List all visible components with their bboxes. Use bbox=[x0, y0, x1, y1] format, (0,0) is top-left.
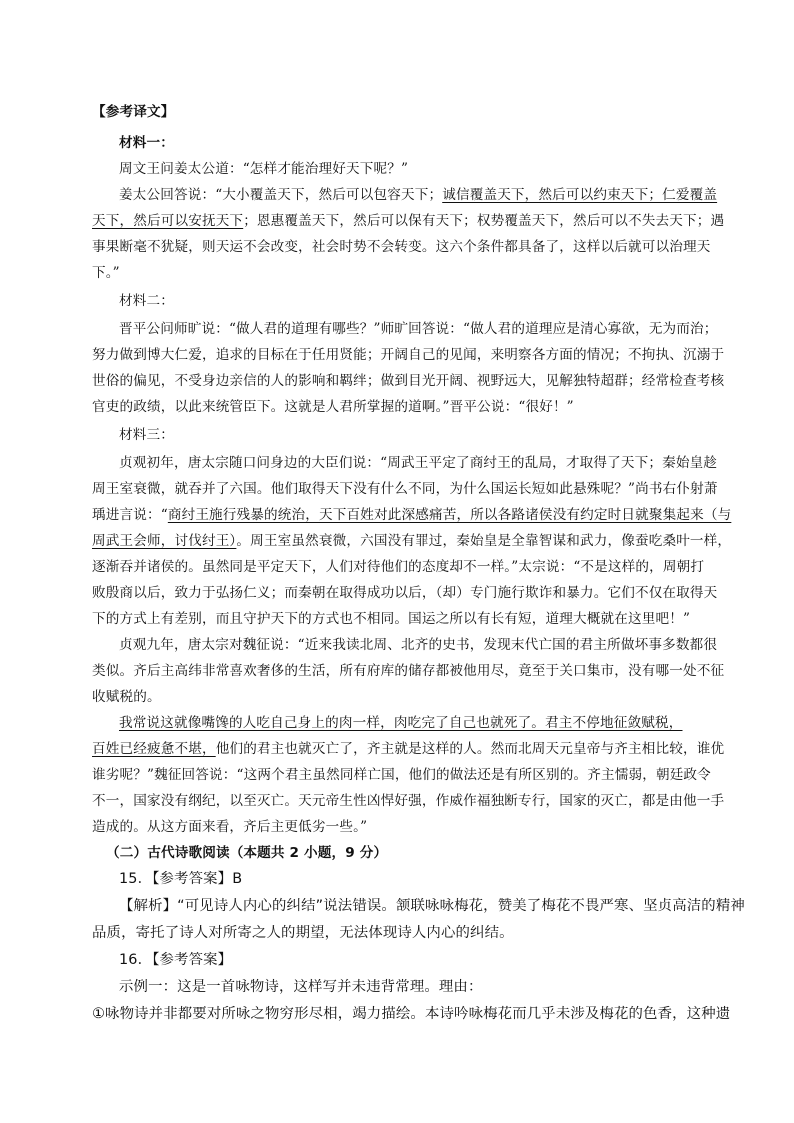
material-3-title: 材料三： bbox=[119, 427, 174, 443]
text-line: 下的方式上有差别，而且守护天下的方式也不相同。国运之所以有长有短，道理大概就在这里吧！” bbox=[92, 611, 691, 627]
text-line: 事果断毫不犹疑，则天运不会改变，社会时势不会转变。这六个条件都具备了，这样以后就可以治理天 bbox=[92, 239, 711, 255]
document-page bbox=[92, 88, 745, 1028]
text-line: 天下，然后可以安抚天下；恩惠覆盖天下，然后可以保有天下；权势覆盖天下，然后可以不失去天下；遇 bbox=[92, 213, 725, 229]
text-line bbox=[92, 710, 718, 736]
q15-analysis: 品质，寄托了诗人对所寄之人的期望，无法体现诗人内心的纠结。 bbox=[92, 925, 514, 941]
text-line: 造成的。从这方面来看，齐后主更低劣一些。” bbox=[92, 819, 368, 835]
underlined-text: 周武王会师，讨伐纣王） bbox=[92, 533, 237, 549]
text-line: 周文王问姜太公道：“怎样才能治理好天下呢？” bbox=[119, 161, 409, 177]
text-line: 逐渐吞并诸侯的。虽然同是平定天下，人们对待他们的态度却不一样。”太宗说：“不是这样的，周朝打 bbox=[92, 559, 705, 575]
heading: 【参考译文】 bbox=[92, 104, 175, 120]
text-line: 类似。齐后主高纬非常喜欢奢侈的生活，所有府库的储存都被他用尽，竟至于关口集市，没有哪一处不征 bbox=[92, 663, 725, 679]
text-line: 收赋税的。 bbox=[92, 689, 161, 705]
material-1-title: 材料一： bbox=[119, 135, 174, 151]
text-line: 努力做到博大仁爱，追求的目标在于任用贤能；开阔自己的见闻，来明察各方面的情况；不拘执、沉溺于 bbox=[92, 347, 725, 363]
text-line: 败殷商以后，致力于弘扬仁义；而秦朝在取得成功以后，（却）专门施行欺诈和暴力。它们不仅在取得天 bbox=[92, 585, 718, 601]
underlined-text: 诚信覆盖天下，然后可以约束天下；仁爱覆盖 bbox=[442, 187, 718, 203]
text-line: 周武王会师，讨伐纣王）。周王室虽然衰微，六国没有罪过，秦始皇是全靠智谋和武力，像蚕吃桑叶一样， bbox=[92, 533, 732, 549]
text-line: 贞观九年，唐太宗对魏征说：“近来我读北周、北齐的史书，发现末代亡国的君主所做坏事多数都很 bbox=[119, 637, 718, 653]
text-line: 谁劣呢？”魏征回答说：“这两个君主虽然同样亡国，他们的做法还是有所区别的。齐主懦弱，朝廷政令 bbox=[92, 767, 711, 783]
text-line: 世俗的偏见，不受身边亲信的人的影响和羁绊；做到目光开阔、视野远大，见解独特超群；经常检查考核 bbox=[92, 373, 725, 389]
text-line: 官吏的政绩，以此来统管臣下。这就是人君所掌握的道啊。”晋平公说：“很好！” bbox=[92, 399, 574, 415]
q16-point: ①咏物诗并非都要对所咏之物穷形尽相，竭力描绘。本诗吟咏梅花而几乎未涉及梅花的色香，这种遗 bbox=[92, 1006, 731, 1022]
text-line: 百姓已经疲惫不堪，他们的君主也就灭亡了，齐主就是这样的人。然而北周天元皇帝与齐主相比较，谁优 bbox=[92, 741, 725, 757]
q15-answer: 15．【参考答案】B bbox=[119, 871, 243, 887]
text-line: 贞观初年，唐太宗随口问身边的大臣们说：“周武王平定了商纣王的乱局，才取得了天下；秦始皇趁 bbox=[119, 455, 718, 471]
underlined-text: 我常说这就像嘴馋的人吃自己身上的肉一样，肉吃完了自己也就死了。君主不停地征敛赋税， bbox=[119, 715, 683, 731]
section-heading: （二）古代诗歌阅读（本题共 2 小题，9 分） bbox=[106, 845, 388, 861]
text-line: 下。” bbox=[92, 265, 120, 281]
q16-example: 示例一：这是一首咏物诗，这样写并未违背常理。理由： bbox=[119, 979, 483, 995]
underlined-text: 天下，然后可以安抚天下 bbox=[92, 213, 244, 229]
text-line: 晋平公问师旷说：“做人君的道理有哪些？”师旷回答说：“做人君的道理应是清心寡欲，无为而治； bbox=[119, 321, 718, 337]
text-line: 不一，国家没有纲纪，以至灭亡。天元帝生性凶悍好强，作威作福独断专行，国家的灭亡，都是由他一手 bbox=[92, 793, 725, 809]
material-2-title: 材料二： bbox=[119, 293, 174, 309]
text-line: 瑀进言说：“商纣王施行残暴的统治，天下百姓对此深感痛苦，所以各路诸侯没有约定时日就聚集起来（与 bbox=[92, 507, 732, 523]
text-line: 姜太公回答说：“大小覆盖天下，然后可以包容天下；诚信覆盖天下，然后可以约束天下；仁爱覆盖 bbox=[119, 187, 718, 203]
q16-answer: 16．【参考答案】 bbox=[119, 952, 233, 968]
q15-analysis: 【解析】“可见诗人内心的纠结”说法错误。颔联咏咏梅花，赞美了梅花不畏严寒、坚贞高洁的精神 bbox=[119, 898, 745, 914]
underlined-text: 百姓已经疲惫不堪， bbox=[92, 741, 216, 757]
text-line: 周王室衰微，就吞并了六国。他们取得天下没有什么不同，为什么国运长短如此悬殊呢？”尚书右仆射萧 bbox=[92, 481, 718, 497]
underlined-text: 商纣王施行残暴的统治，天下百姓对此深感痛苦，所以各路诸侯没有约定时日就聚集起来（与 bbox=[167, 507, 732, 523]
